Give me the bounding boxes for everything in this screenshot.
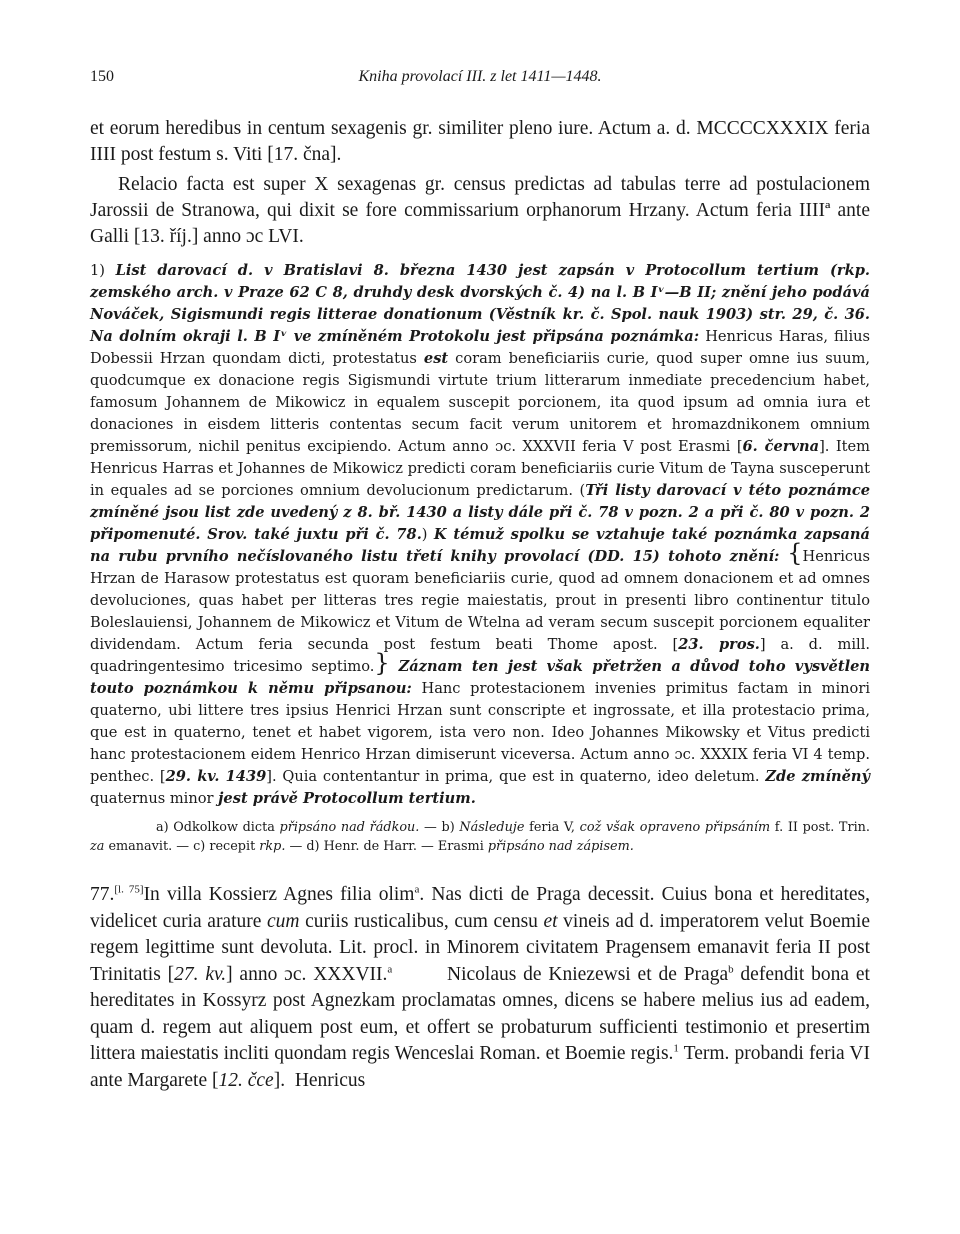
paragraph-relacio: Relacio facta est super X sexagenas gr. census predictas ad tabulas terre ad postulacionem Jarossii de Stranowa, qui dixit se fore commissarium orphanorum Hrzany. Actum feria IIIIª ante Galli [13. říj.] anno ɔc LVI.	[90, 174, 870, 247]
app-c-note: rkp.	[259, 839, 286, 854]
entry-cum: cum	[267, 910, 300, 932]
app-b-note: Následuje	[454, 820, 525, 835]
app-a-mark: a)	[156, 820, 169, 835]
note-mark-a: a	[414, 883, 420, 896]
app-a-text: Odkolkow dicta	[168, 820, 280, 835]
brace-close: }	[374, 649, 390, 677]
entry-seg-7: defendit bona et hereditates in Kossyrz post Agnezkam proclamatas omnes, dicens se habere melius ius ad eadem, quam d. regem aut aliquem post eum, et offert se probaturum sufficienti testimonio et presertim littera maiestatis incliti quondam regis Wenceslai Roman. et Boemie regis.	[90, 963, 870, 1064]
document-page	[90, 68, 870, 1114]
fn-seg-1: List darovací d. v Bratislavi 8. března 1430 jest zapsán v Protocollum tertium (rkp. zemského arch. v Praze 62 C 8, druhdy desk dvorských č. 4) na l. B Iᵛ—B II; znění jeho podává Nováček, Sigismundi regis litterae donationum (Věstník kr. č. Spol. nauk 1903) str. 29, č. 36. Na dolním okraji l. B Iᵛ ve zmíněném Protokolu jest připsána poznámka:	[90, 262, 870, 345]
app-d-mark: — d)	[285, 839, 320, 854]
entry-seg-6: Nicolaus de Kniezewsi et de Praga	[392, 963, 729, 985]
footnote-marker: 1)	[90, 262, 105, 279]
app-c-mark: c)	[193, 839, 206, 854]
paragraph-continuation: et eorum heredibus in centum sexagenis gr. similiter pleno iure. Actum a. d. MCCCCXXXIX feria IIII post festum s. Viti [17. čna].	[90, 118, 870, 165]
app-d-text: Henr. de Harr. — Erasmi	[319, 839, 488, 854]
entry-seg-5: ] anno ɔc. XXXVII.	[226, 963, 388, 985]
fn-date-2: 23. pros.	[678, 636, 760, 653]
fn-seg-2b: est	[423, 350, 449, 367]
entry-et: et	[543, 910, 558, 932]
fn-seg-2: Henricus Haras, filius Dobessii Hrzan quondam dicti, protestatus	[90, 328, 871, 367]
running-header	[90, 68, 870, 94]
app-b-text-3: emanavit. —	[104, 839, 194, 854]
brace-open: {	[787, 539, 803, 567]
note-mark-c: a	[387, 963, 393, 975]
fn-seg-8: Henricus Hrzan de Harasow protestatus est quoram beneficiariis curie, quod ad omnem donacionem et ad omnes devoluciones, quas habet per litteras tres regie maiestatis, prout in presenti libro continentur titulo Boleslauiensi, Johannem de Mikowicz et Vitum de Wtelna ad veram secum suscepit porcionem equaliter dividendam. Actum feria secunda post festum beati Thome apost. [	[90, 548, 870, 653]
fn-seg-6: )	[421, 526, 434, 543]
entry-date-1: 27. kv.	[174, 963, 227, 985]
app-a-note: připsáno nad řádkou.	[279, 820, 420, 835]
fn-seg-12: ]. Quia contentantur in prima, que est in quaterno, ideo deletum.	[266, 768, 766, 785]
app-d-note: připsáno nad zápisem.	[487, 839, 634, 854]
entry-seg-2: . Nas dicti de Praga decessit. Cuius bona et hereditates, videlicet curia arature	[90, 884, 870, 932]
app-b-note-2: což však opraveno připsáním	[579, 820, 771, 835]
entry-seg-9: ]. Henricus	[273, 1069, 366, 1091]
fn-seg-13: Zde zmíněný	[765, 768, 870, 785]
fn-date-3: 29. kv. 1439	[165, 768, 267, 785]
app-c-text: recepit	[205, 839, 260, 854]
note-mark-b: b	[728, 963, 734, 975]
app-b-note-3: za	[90, 839, 105, 854]
app-b-text-2: f. II post. Trin.	[770, 820, 870, 835]
entry-seg-8: Term. probandi feria VI ante Margarete [	[90, 1043, 870, 1091]
entry-seg-4: vineis ad d. imperatorem velut Boemie regem legittime sunt devoluta. Lit. procl. in Minorem civitatem Pragensem emanavit feria II post Trinitatis [	[90, 910, 870, 985]
page-number: 150	[90, 68, 114, 85]
fn-seg-14: quaternus minor	[90, 790, 219, 807]
fn-seg-10: Záznam ten jest však přetržen a důvod toho vysvětlen touto poznámkou k němu připsanou:	[90, 658, 871, 697]
entry-77	[90, 882, 870, 1094]
critical-apparatus	[90, 818, 870, 856]
fn-seg-7: K témuž spolku se vztahuje také poznámka zapsaná na rubu prvního nečíslovaného listu třetí knihy provolací (DD. 15) tohoto znění:	[90, 526, 870, 565]
fn-seg-9: ] a. d. mill. quadringentesimo tricesimo septimo.	[90, 636, 871, 675]
entry-number: 77.	[90, 884, 115, 905]
fn-seg-15: jest právě Protocollum tertium.	[218, 790, 476, 807]
fn-seg-5: Tři listy darovací v této poznámce zmíněné jsou list zde uvedený z 8. bř. 1430 a listy dále při č. 78 v pozn. 2 a při č. 80 v pozn. 2 připomenuté. Srov. také juxtu při č. 78.	[90, 482, 870, 543]
fn-date-1: 6. června	[742, 438, 820, 455]
fn-seg-4: ]. Item Henricus Harras et Johannes de Mikowicz predicti coram beneficiariis curie Vitum de Tayna susceperunt in equales ad se porciones omnium devolucionum predictarum. (	[90, 438, 870, 499]
fn-seg-3: coram beneficiariis curie, quod super omne ius suum, quodcumque ex donacione regis Sigismundi virtute trium litterarum inmediate precedencium habet, famosum Johannem de Mikowicz in equalem suscepit porcionem, ita quod ipsum ad omnia iura et donaciones in eisdem litteris contentas secum facit verum unitorem et hromazdnikonem omnium premissorum, nichil penitus excipiendo. Actum anno ɔc. XXXVII feria V post Erasmi [	[90, 350, 870, 455]
entry-date-2: 12. čce	[218, 1069, 274, 1091]
folio-marker: [l. 75]	[114, 883, 144, 896]
running-title: Kniha provolací III. z let 1411—1448.	[358, 68, 602, 85]
entry-seg-3: curiis rusticalibus, cum censu	[299, 910, 544, 932]
fn-seg-11: Hanc protestacionem invenies primitus factam in minori quaterno, ubi littere tres ipsius Henrici Hrzan sunt conscripte et ingrossate, et illa protestacio prima, que est in quaterno, tenet et habet vigorem, ista vero non. Ideo Johannes Mikowsky et Vitus predicti hanc protestacionem eidem Henrico Hrzan dimiserunt viceversa. Actum anno ɔc. XXXIX feria VI 4 temp. penthec. [	[90, 680, 870, 785]
app-b-text: feria V,	[524, 820, 580, 835]
app-b-mark: — b)	[419, 820, 455, 835]
footnote-ref-1: 1	[673, 1042, 679, 1055]
footnote-1	[90, 260, 870, 810]
entry-seg-1: In villa Kossierz Agnes filia olim	[143, 884, 415, 905]
